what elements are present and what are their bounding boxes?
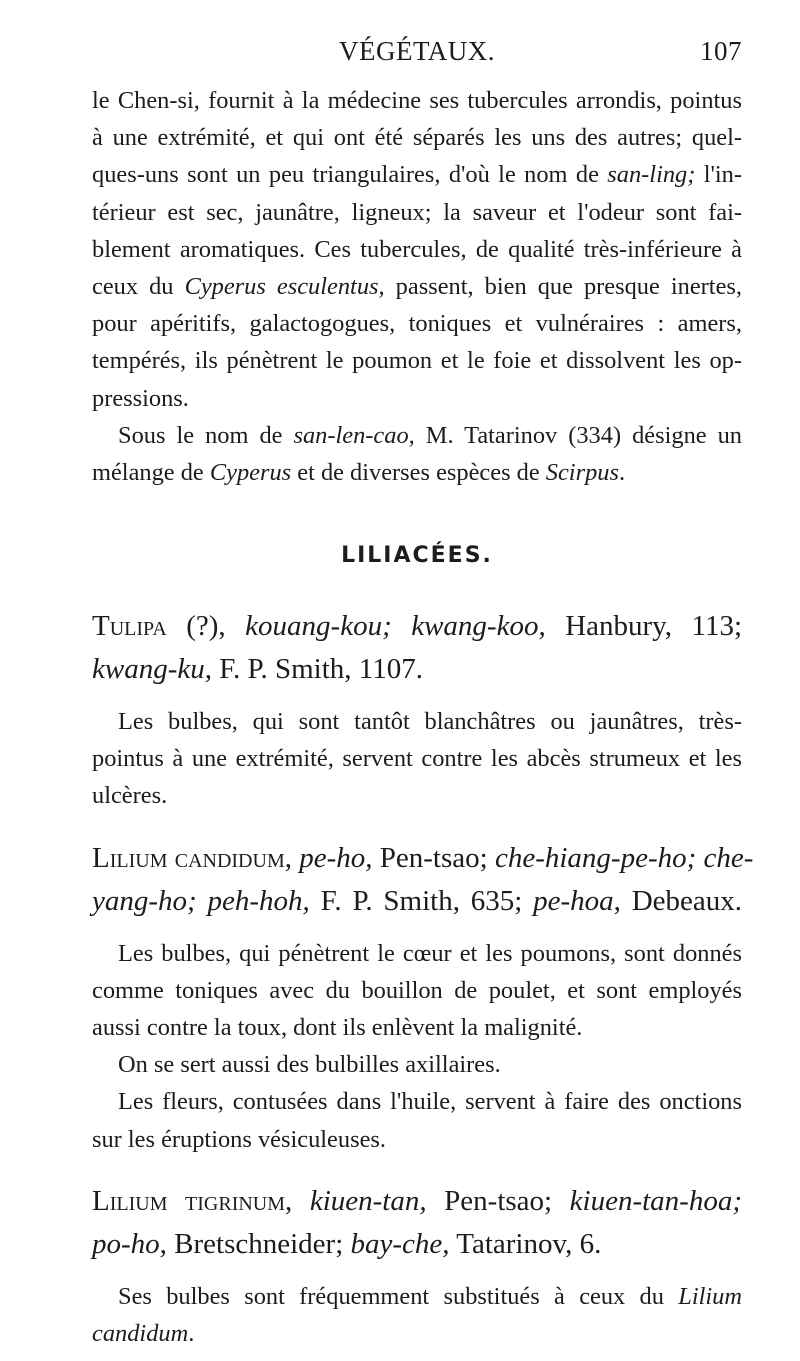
text-line: comme toniques avec du bouillon de poulet, et sont employés bbox=[92, 976, 742, 1004]
entry-heading-lilium-candidum-cont: yang-ho; peh-hoh, F. P. Smith, 635; pe-hoa, Debeaux. bbox=[92, 884, 743, 917]
text-line: pour apéritifs, galactogogues, toniques et vulnéraires : amers, bbox=[92, 310, 742, 338]
section-title: LILIACÉES. bbox=[341, 543, 493, 569]
page-number: 107 bbox=[700, 36, 742, 66]
text-line: ceux du Cyperus esculentus, passent, bien que presque inertes, bbox=[92, 272, 743, 300]
text-line: térieur est sec, jaunâtre, ligneux; la saveur et l'odeur sont fai- bbox=[92, 198, 742, 226]
entry-heading-lilium-candidum: Lilium candidum, pe-ho, Pen-tsao; che-hiang-pe-ho; che- bbox=[92, 841, 754, 874]
text-line: pointus à une extrémité, servent contre les abcès strumeux et les bbox=[92, 745, 742, 773]
text-line: blement aromatiques. Ces tubercules, de qualité très-inférieure à bbox=[92, 235, 742, 263]
text-line: à une extrémité, et qui ont été séparés les uns des autres; quel- bbox=[92, 124, 742, 152]
text-line: pressions. bbox=[92, 384, 189, 412]
entry-heading-tulipa: Tulipa (?), kouang-kou; kwang-koo, Hanbury, 113; bbox=[92, 610, 743, 643]
text-line: le Chen-si, fournit à la médecine ses tubercules arrondis, pointus bbox=[92, 87, 742, 114]
text-line: Sous le nom de san-len-cao, M. Tatarinov (334) désigne un bbox=[118, 421, 743, 449]
text-line: ulcères. bbox=[92, 782, 168, 810]
entry-heading-lilium-tigrinum-cont: po-ho, Bretschneider; bay-che, Tatarinov, 6. bbox=[92, 1227, 602, 1260]
page-body bbox=[92, 82, 754, 1352]
text-line: Les bulbes, qui pénètrent le cœur et les poumons, sont donnés bbox=[118, 939, 742, 967]
text-line: sur les éruptions vésiculeuses. bbox=[92, 1125, 386, 1153]
text-line: On se sert aussi des bulbilles axillaires. bbox=[118, 1051, 501, 1079]
text-line: mélange de Cyperus et de diverses espèces de Scirpus. bbox=[92, 458, 626, 486]
text-line: Les fleurs, contusées dans l'huile, servent à faire des onctions bbox=[118, 1088, 742, 1116]
text-line: tempérés, ils pénètrent le poumon et le foie et dissolvent les op- bbox=[92, 347, 742, 375]
running-title: VÉGÉTAUX. bbox=[338, 36, 496, 66]
page-header bbox=[92, 36, 742, 76]
entry-heading-lilium-tigrinum: Lilium tigrinum, kiuen-tan, Pen-tsao; kiuen-tan-hoa; bbox=[92, 1184, 742, 1217]
entry-heading-tulipa-cont: kwang-ku, F. P. Smith, 1107. bbox=[92, 653, 423, 686]
text-line: Les bulbes, qui sont tantôt blanchâtres ou jaunâtres, très- bbox=[118, 708, 742, 736]
text-line: aussi contre la toux, dont ils enlèvent la malignité. bbox=[92, 1014, 583, 1041]
text-line: candidum. bbox=[92, 1319, 195, 1347]
text-line: ques-uns sont un peu triangulaires, d'où le nom de san-ling; l'in- bbox=[92, 161, 742, 189]
text-line: Ses bulbes sont fréquemment substitués à ceux du Lilium bbox=[118, 1282, 742, 1310]
